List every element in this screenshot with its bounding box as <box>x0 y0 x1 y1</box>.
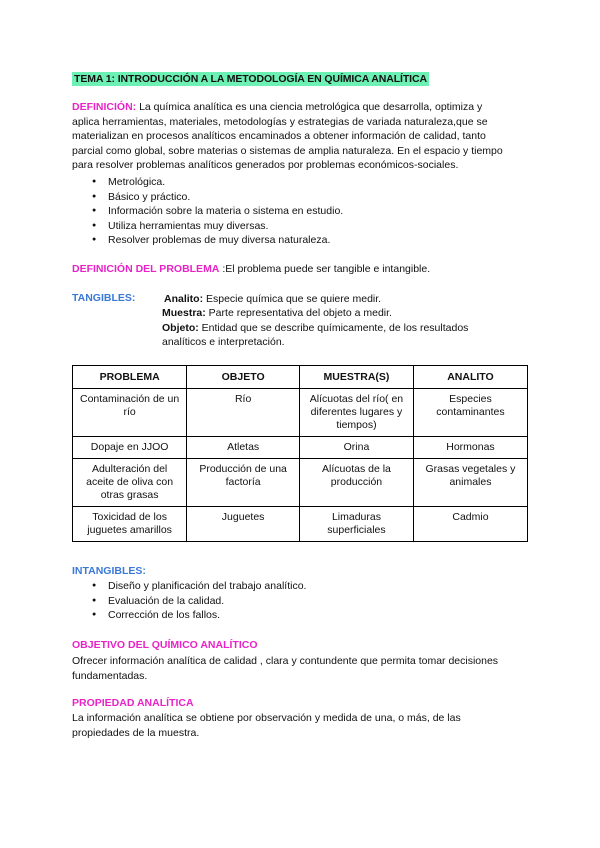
column-header-analito: ANALITO <box>413 366 527 389</box>
table-cell: Cadmio <box>413 507 527 542</box>
list-item: ● Utiliza herramientas muy diversas. <box>88 219 343 234</box>
property-paragraph <box>72 711 532 740</box>
table-cell: Orina <box>300 437 414 459</box>
tangibles-label: TANGIBLES: <box>72 292 136 304</box>
table-cell: Juguetes <box>187 507 300 542</box>
column-header-muestra: MUESTRA(S) <box>300 366 414 389</box>
definition-bullet-list <box>88 175 343 248</box>
table-cell: Atletas <box>187 437 300 459</box>
table-cell: Adulteración del aceite de oliva con otras grasas <box>73 459 187 507</box>
table-cell: Toxicidad de los juguetes amarillos <box>73 507 187 542</box>
muestra-text: Parte representativa del objeto a medir. <box>205 307 392 320</box>
list-item: ● Información sobre la materia o sistema en estudio. <box>88 204 343 219</box>
definition-line: aplica herramientas, materiales, metodologías y estrategias de variada naturaleza,que se <box>72 115 488 128</box>
table-row <box>73 459 528 507</box>
objeto-label: Objeto: <box>162 321 199 334</box>
property-heading: PROPIEDAD ANALÍTICA <box>72 697 194 709</box>
tangibles-definitions <box>162 292 492 350</box>
table-cell: Limaduras superficiales <box>300 507 414 542</box>
analito-label: Analito: <box>164 293 204 305</box>
problem-label: DEFINICIÓN DEL PROBLEMA <box>72 263 220 275</box>
analito-text: Especie química que se quiere medir. <box>203 293 382 305</box>
column-header-problema: PROBLEMA <box>73 366 187 389</box>
objective-line: fundamentadas. <box>72 669 148 682</box>
muestra-definition <box>162 306 492 320</box>
table-cell: Contaminación de un río <box>73 389 187 437</box>
definition-line: La química analítica es una ciencia metrológica que desarrolla, optimiza y <box>136 101 483 113</box>
definition-line: para resolver problemas analíticos generados por problemas económicos-sociales. <box>72 159 459 172</box>
table-cell: Especies contaminantes <box>413 389 527 437</box>
definition-label: DEFINICIÓN: <box>72 101 137 113</box>
definition-line: parcial como global, sobre materias o sistemas de amplia naturaleza. En el espacio y tiempo <box>72 144 503 157</box>
property-line: La información analítica se obtiene por observación y medida de una, o más, de las <box>72 712 461 724</box>
examples-table <box>72 365 528 542</box>
property-line: propiedades de la muestra. <box>72 726 200 739</box>
objeto-definition <box>162 321 492 350</box>
definition-line: materializan en procesos analíticos encaminados a obtener información de calidad, tanto <box>72 130 486 143</box>
table-cell: Producción de una factoría <box>187 459 300 507</box>
table-cell: Alícuotas del río( en diferentes lugares y tiempos) <box>300 389 414 437</box>
table-row <box>73 507 528 542</box>
table-cell: Grasas vegetales y animales <box>413 459 527 507</box>
objeto-text: Entidad que se describe químicamente, de los resultados analíticos e interpretación. <box>162 321 469 349</box>
page-title: TEMA 1: INTRODUCCIÓN A LA METODOLOGÍA EN QUÍMICA ANALÍTICA <box>74 73 427 85</box>
analito-definition <box>162 292 492 306</box>
objective-heading: OBJETIVO DEL QUÍMICO ANALÍTICO <box>72 639 258 651</box>
list-item: ● Diseño y planificación del trabajo analítico. <box>88 579 306 594</box>
objective-paragraph <box>72 654 532 683</box>
table-header-row <box>73 366 528 389</box>
table-cell: Hormonas <box>413 437 527 459</box>
table-row <box>73 437 528 459</box>
list-item: ● Básico y práctico. <box>88 190 343 205</box>
intangibles-bullet-list <box>88 579 306 623</box>
list-item: ● Resolver problemas de muy diversa naturaleza. <box>88 233 343 248</box>
problem-text: :El problema puede ser tangible e intangible. <box>219 263 431 275</box>
table-cell: Dopaje en JJOO <box>73 437 187 459</box>
intangibles-label: INTANGIBLES: <box>72 565 146 577</box>
table-cell: Río <box>187 389 300 437</box>
table-cell: Alícuotas de la producción <box>300 459 414 507</box>
table-row <box>73 389 528 437</box>
problem-definition <box>72 262 532 277</box>
column-header-objeto: OBJETO <box>187 366 300 389</box>
definition-paragraph <box>72 100 532 173</box>
muestra-label: Muestra: <box>162 307 206 320</box>
objective-line: Ofrecer información analítica de calidad , clara y contundente que permita tomar decisiones <box>72 655 499 667</box>
list-item: ● Corrección de los fallos. <box>88 608 306 623</box>
list-item: ● Evaluación de la calidad. <box>88 594 306 609</box>
list-item: ● Metrológica. <box>88 175 343 190</box>
